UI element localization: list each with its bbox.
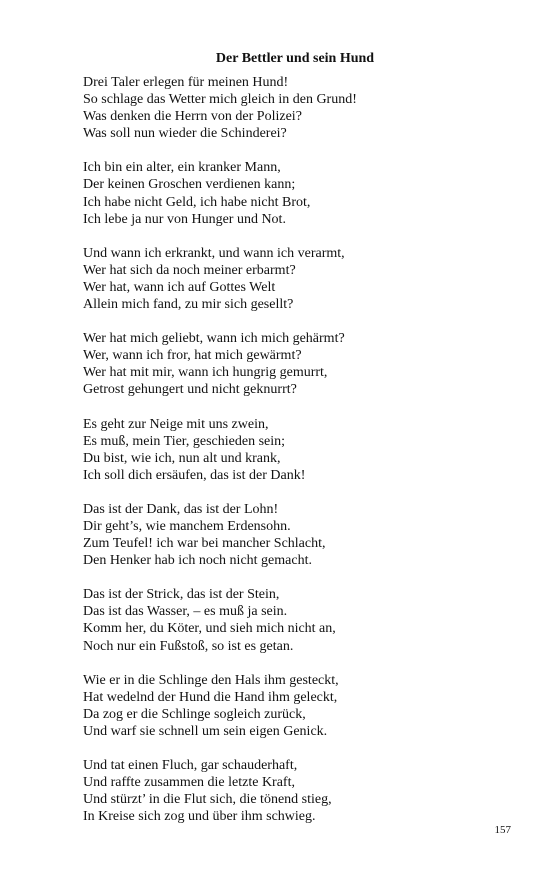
stanza-1: [83, 74, 523, 142]
poem-line: Wer hat mit mir, wann ich hungrig gemurrt,: [83, 365, 328, 381]
poem-line: Und warf sie schnell um sein eigen Genick.: [83, 723, 328, 739]
poem-line: Ich soll dich ersäufen, das ist der Dank!: [83, 467, 306, 483]
poem-line: Ich lebe ja nur von Hunger und Not.: [83, 211, 286, 227]
poem-line: Der keinen Groschen verdienen kann;: [83, 177, 296, 193]
poem-line: Und wann ich erkrankt, und wann ich verarmt,: [83, 245, 345, 261]
poem-line: Das ist der Dank, das ist der Lohn!: [83, 501, 279, 517]
poem-line: Du bist, wie ich, nun alt und krank,: [83, 450, 281, 466]
poem-line: Das ist das Wasser, – es muß ja sein.: [83, 604, 288, 620]
poem-line: Wer hat mich geliebt, wann ich mich gehärmt?: [83, 331, 345, 347]
poem-line: Es muß, mein Tier, geschieden sein;: [83, 433, 286, 449]
poem-line: Dir geht’s, wie manchem Erdensohn.: [83, 518, 291, 534]
poem-title: Der Bettler und sein Hund: [215, 51, 375, 66]
poem-line: Komm her, du Köter, und sieh mich nicht an,: [83, 621, 336, 637]
stanza-3: [83, 245, 523, 313]
stanza-2: [83, 159, 523, 227]
stanza-8: [83, 672, 523, 740]
poem-line: Drei Taler erlegen für meinen Hund!: [83, 75, 289, 90]
poem-line: Wer hat sich da noch meiner erbarmt?: [83, 262, 296, 278]
poem-line: Noch nur ein Fußstoß, so ist es getan.: [83, 638, 294, 654]
poem-line: Was soll nun wieder die Schinderei?: [83, 126, 287, 142]
poem-line: In Kreise sich zog und über ihm schwieg.: [83, 809, 316, 825]
poem-line: Was denken die Herrn von der Polizei?: [83, 109, 302, 125]
stanza-5: [83, 416, 523, 484]
poem-line: Zum Teufel! ich war bei mancher Schlacht,: [83, 536, 326, 552]
stanza-6: [83, 501, 523, 569]
poem-line: Ich bin ein alter, ein kranker Mann,: [83, 160, 281, 176]
poem-line: Getrost gehungert und nicht geknurrt?: [83, 382, 297, 398]
poem-line: Und stürzt’ in die Flut sich, die tönend stieg,: [83, 792, 332, 808]
stanza-4: [83, 330, 523, 398]
poem-line: Und tat einen Fluch, gar schauderhaft,: [83, 758, 298, 773]
poem-line: Es geht zur Neige mit uns zwein,: [83, 416, 269, 432]
poem-line: Und raffte zusammen die letzte Kraft,: [83, 775, 295, 791]
poem-line: Wie er in die Schlinge den Hals ihm gesteckt,: [83, 672, 339, 688]
poem-line: Wer, wann ich fror, hat mich gewärmt?: [83, 348, 302, 364]
stanza-7: [83, 586, 523, 654]
stanza-9: [83, 757, 523, 825]
poem-line: Da zog er die Schlinge sogleich zurück,: [83, 706, 306, 722]
poem-line: Wer hat, wann ich auf Gottes Welt: [83, 279, 276, 295]
poem-line: Hat wedelnd der Hund die Hand ihm geleckt,: [83, 689, 338, 705]
poem-line: Ich habe nicht Geld, ich habe nicht Brot,: [83, 194, 311, 210]
poem-line: So schlage das Wetter mich gleich in den Grund!: [83, 92, 357, 108]
poem-line: Allein mich fand, zu mir sich gesellt?: [83, 297, 294, 313]
page-number: 157: [494, 824, 511, 836]
poem-line: Das ist der Strick, das ist der Stein,: [83, 587, 280, 603]
poem-body: [83, 74, 523, 842]
poem-line: Den Henker hab ich noch nicht gemacht.: [83, 553, 312, 569]
